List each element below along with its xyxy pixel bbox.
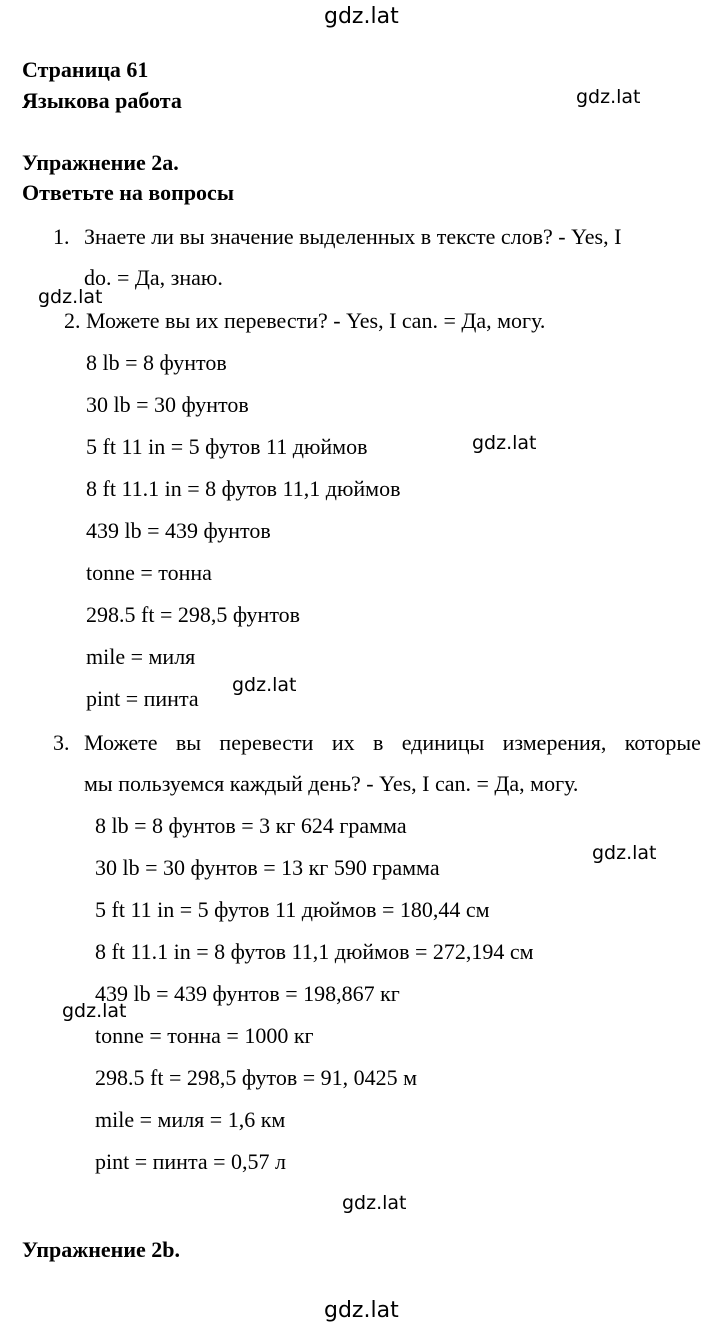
exercise-2b-title: Упражнение 2b. [22,1237,180,1262]
list-item: pint = пинта = 0,57 л [95,1149,286,1174]
list-item: mile = миля [86,644,196,669]
question-2-number: 2. [64,308,81,333]
question-1-number: 1. [53,224,70,249]
watermark-bottom: gdz.lat [324,1298,399,1323]
watermark: gdz.lat [576,86,641,108]
list-item: 298.5 ft = 298,5 футов = 91, 0425 м [95,1065,418,1090]
watermark: gdz.lat [592,842,657,864]
exercise-2a-title: Упражнение 2a. [22,150,179,175]
question-3-number: 3. [53,730,70,755]
word: Можете [84,730,158,755]
list-item: 298.5 ft = 298,5 фунтов [86,602,301,627]
list-item: 8 lb = 8 фунтов = 3 кг 624 грамма [95,813,407,838]
watermark-top: gdz.lat [324,4,399,29]
word: измерения, [502,730,607,755]
watermark: gdz.lat [62,1000,127,1022]
list-item: 8 lb = 8 фунтов [86,350,227,375]
question-3-line-1 [84,730,701,756]
exercise-2a-subtitle: Ответьте на вопросы [22,180,234,205]
list-item: 30 lb = 30 фунтов = 13 кг 590 грамма [95,855,440,880]
list-item: tonne = тонна [86,560,212,585]
word: перевести [219,730,314,755]
watermark: gdz.lat [472,432,537,454]
section-title: Языкова работа [22,88,182,113]
list-item: tonne = тонна = 1000 кг [95,1023,314,1048]
word: их [331,730,355,755]
watermark: gdz.lat [342,1192,407,1214]
list-item: pint = пинта [86,686,199,711]
list-item: 439 lb = 439 фунтов = 198,867 кг [95,981,400,1006]
question-3-line-2: мы пользуемся каждый день? - Yes, I can. = Да, могу. [84,771,579,796]
list-item: 8 ft 11.1 in = 8 футов 11,1 дюймов [86,476,401,501]
list-item: 5 ft 11 in = 5 футов 11 дюймов [86,434,368,459]
word: в [372,730,384,755]
word: которые [624,730,701,755]
question-1-line-1: Знаете ли вы значение выделенных в тексте слов? - Yes, I [84,224,622,249]
list-item: mile = миля = 1,6 км [95,1107,286,1132]
word: вы [175,730,202,755]
page-title: Страница 61 [22,57,149,82]
list-item: 5 ft 11 in = 5 футов 11 дюймов = 180,44 см [95,897,490,922]
watermark: gdz.lat [232,674,297,696]
list-item: 30 lb = 30 фунтов [86,392,249,417]
list-item: 8 ft 11.1 in = 8 футов 11,1 дюймов = 272,194 см [95,939,534,964]
question-1-line-2: do. = Да, знаю. [84,265,223,290]
list-item: 439 lb = 439 фунтов [86,518,271,543]
question-2-line-1: Можете вы их перевести? - Yes, I can. = Да, могу. [86,308,546,333]
watermark: gdz.lat [38,286,103,308]
word: единицы [401,730,485,755]
